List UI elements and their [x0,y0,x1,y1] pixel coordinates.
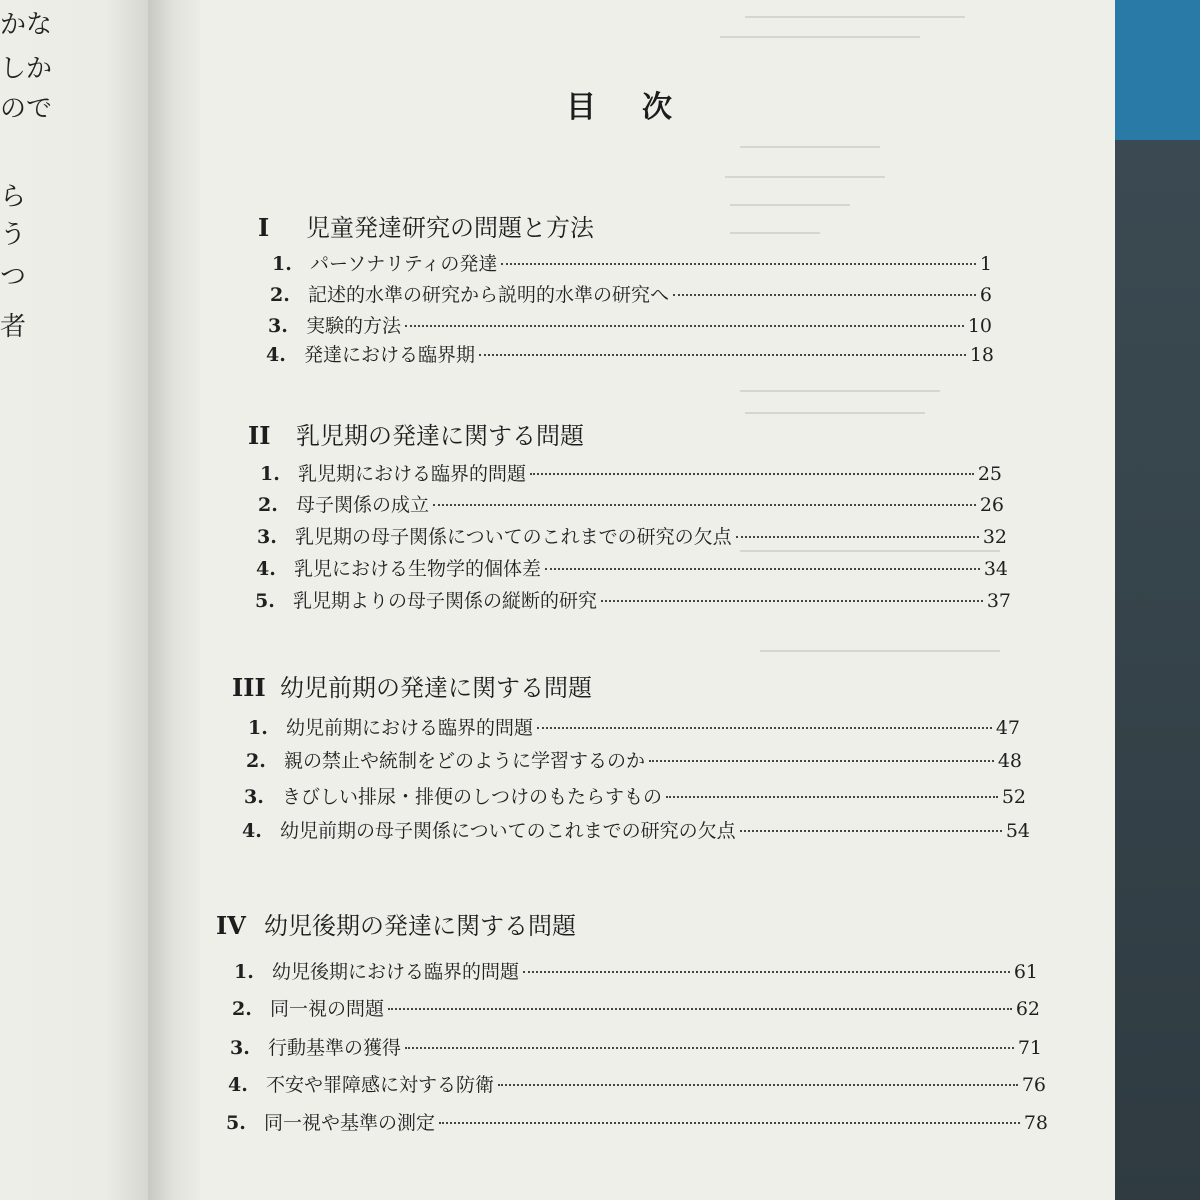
entry-title: 親の禁止や統制をどのように学習するのか [284,750,646,772]
entry-title: 幼児前期の母子関係についてのこれまでの研究の欠点 [280,820,736,842]
toc-entry: 2. 母子関係の成立 26 [258,490,1004,517]
page-number: 61 [1013,961,1038,983]
section-numeral: II [248,421,271,450]
left-page [0,0,150,1200]
toc-entry: 1. 幼児後期における臨界的問題 61 [234,957,1038,984]
section-heading [248,416,584,451]
toc-entry: 3. きびしい排尿・排便のしつけのもたらすもの 52 [244,782,1026,809]
page-number: 34 [983,558,1008,580]
section-heading [216,906,576,941]
page-number: 32 [982,526,1007,548]
section-numeral: I [258,213,270,242]
left-page-text: しか [0,54,53,84]
entry-title: 幼児後期における臨界的問題 [272,961,520,983]
entry-title: 記述的水準の研究から説明的水準の研究へ [308,284,670,306]
section-heading [258,208,594,243]
section-title: 乳児期の発達に関する問題 [296,422,584,450]
left-page-text: 者 [0,312,27,342]
entry-title: パーソナリティの発達 [310,253,498,275]
page-number: 54 [1005,820,1030,842]
toc-entry: 1. パーソナリティの発達 1 [272,249,992,276]
background-object [1115,0,1200,140]
toc-entry: 2. 親の禁止や統制をどのように学習するのか 48 [246,746,1022,773]
page-number: 18 [969,344,994,366]
left-page-text: つ [0,262,27,292]
toc-entry: 4. 乳児における生物学的個体差 34 [256,554,1008,581]
entry-title: 行動基準の獲得 [268,1037,402,1059]
left-page-text: ので [0,94,53,124]
page-number: 52 [1001,786,1026,808]
left-page-text: う [0,220,27,250]
book-gutter [148,0,208,1200]
section-title: 児童発達研究の問題と方法 [306,214,594,242]
page-number: 26 [979,494,1004,516]
entry-title: 乳児期よりの母子関係の縦断的研究 [293,590,598,612]
page-number: 25 [977,463,1002,485]
left-page-text: かな [0,10,53,40]
entry-title: 乳児における生物学的個体差 [294,558,542,580]
toc-entry: 4. 幼児前期の母子関係についてのこれまでの研究の欠点 54 [242,816,1030,843]
entry-title: 幼児前期における臨界的問題 [286,717,534,739]
page-number: 10 [967,315,992,337]
entry-title: きびしい排尿・排便のしつけのもたらすもの [282,786,663,808]
page-number: 76 [1021,1074,1046,1096]
entry-title: 不安や罪障感に対する防衛 [266,1074,495,1096]
page-number: 62 [1015,998,1040,1020]
toc-entry: 3. 乳児期の母子関係についてのこれまでの研究の欠点 32 [257,522,1007,549]
section-numeral: IV [216,911,246,940]
toc-entry: 1. 乳児期における臨界的問題 25 [260,459,1002,486]
entry-title: 乳児期の母子関係についてのこれまでの研究の欠点 [295,526,732,548]
section-title: 幼児前期の発達に関する問題 [280,674,592,702]
page-number: 48 [997,750,1022,772]
page-number: 1 [979,253,992,275]
page-number: 71 [1017,1037,1042,1059]
page-title: 目次 [566,90,718,125]
page-number: 78 [1023,1112,1048,1134]
toc-entry: 4. 発達における臨界期 18 [266,340,994,367]
toc-entry: 2. 記述的水準の研究から説明的水準の研究へ 6 [270,280,992,307]
entry-title: 同一視の問題 [270,998,385,1020]
background-surface [1115,140,1200,1200]
toc-entry: 3. 行動基準の獲得 71 [230,1033,1042,1060]
entry-title: 実験的方法 [306,315,402,337]
section-numeral: III [232,673,266,702]
toc-entry: 1. 幼児前期における臨界的問題 47 [248,713,1020,740]
entry-title: 母子関係の成立 [296,494,430,516]
entry-title: 発達における臨界期 [304,344,476,366]
section-heading [232,668,592,703]
toc-entry: 2. 同一視の問題 62 [232,994,1040,1021]
page-number: 47 [995,717,1020,739]
page-number: 6 [979,284,992,306]
section-title: 幼児後期の発達に関する問題 [264,912,576,940]
left-page-text: ら [0,182,27,212]
entry-title: 乳児期における臨界的問題 [298,463,527,485]
toc-entry: 4. 不安や罪障感に対する防衛 76 [228,1070,1046,1097]
toc-entry: 5. 同一視や基準の測定 78 [226,1108,1048,1135]
toc-entry: 3. 実験的方法 10 [268,311,992,338]
page-number: 37 [986,590,1011,612]
entry-title: 同一視や基準の測定 [264,1112,436,1134]
toc-entry: 5. 乳児期よりの母子関係の縦断的研究 37 [255,586,1011,613]
